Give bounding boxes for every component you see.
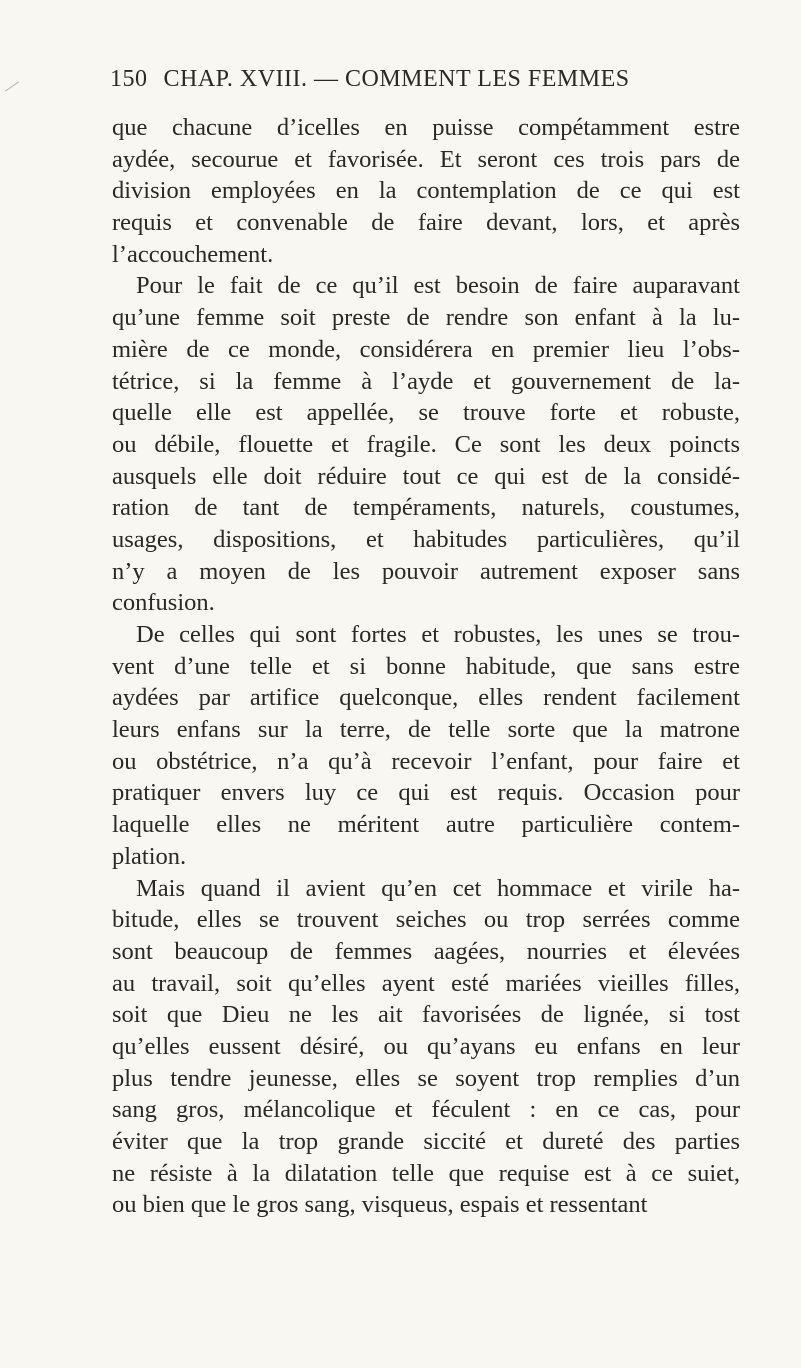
text-line: usages, dispositions, et habitudes particulières, qu’il <box>112 525 740 553</box>
text-line: Mais quand il avient qu’en cet hommace et virile ha- <box>136 874 740 902</box>
text-line: plation. <box>112 842 187 870</box>
text-line: ou obstétrice, n’a qu’à recevoir l’enfant, pour faire et <box>112 747 740 775</box>
text-line: sont beaucoup de femmes aagées, nourries et élevées <box>112 937 740 965</box>
text-line: l’accouchement. <box>112 240 274 268</box>
text-line: requis et convenable de faire devant, lors, et après <box>112 209 740 237</box>
text-line: au travail, soit qu’elles ayent esté mariées vieilles filles, <box>112 969 740 997</box>
body-text <box>112 112 740 1221</box>
page-number: 150 <box>110 66 148 92</box>
text-line: aydées par artifice quelconque, elles rendent facilement <box>112 684 740 712</box>
text-line: que chacune d’icelles en puisse compétamment estre <box>112 114 740 141</box>
text-line: qu’elles eussent désiré, ou qu’ayans eu enfans en leur <box>112 1032 740 1060</box>
text-line: ration de tant de tempéraments, naturels, coustumes, <box>112 494 740 522</box>
text-line: vent d’une telle et si bonne habitude, que sans estre <box>112 652 740 680</box>
text-line: Pour le fait de ce qu’il est besoin de faire auparavant <box>136 272 740 300</box>
paragraph <box>112 270 740 619</box>
text-line: ausquels elle doit réduire tout ce qui est de la considé- <box>112 462 740 490</box>
paragraph <box>112 112 740 270</box>
page-corner-mark <box>5 82 19 92</box>
paragraph <box>112 873 740 1222</box>
running-title: CHAP. XVIII. — COMMENT LES FEMMES <box>163 66 630 92</box>
running-head <box>110 64 730 94</box>
text-line: n’y a moyen de les pouvoir autrement exposer sans <box>112 557 740 585</box>
text-line: ou bien que le gros sang, visqueus, espais et ressentant <box>112 1191 648 1219</box>
text-line: aydée, secourue et favorisée. Et seront ces trois pars de <box>112 145 740 173</box>
text-line: tétrice, si la femme à l’ayde et gouvernement de la- <box>112 367 740 395</box>
text-line: De celles qui sont fortes et robustes, les unes se trou- <box>136 621 740 648</box>
text-line: division employées en la contemplation de ce qui est <box>112 177 740 205</box>
text-line: ne résiste à la dilatation telle que requise est à ce suiet, <box>112 1159 740 1187</box>
text-line: ou débile, flouette et fragile. Ce sont les deux poincts <box>112 430 740 458</box>
text-line: laquelle elles ne méritent autre particulière contem- <box>112 811 740 839</box>
text-line: leurs enfans sur la terre, de telle sorte que la matrone <box>112 716 740 744</box>
paragraph <box>112 619 740 873</box>
text-line: bitude, elles se trouvent seiches ou trop serrées comme <box>112 906 740 934</box>
text-line: plus tendre jeunesse, elles se soyent trop remplies d’un <box>112 1064 740 1092</box>
text-line: qu’une femme soit preste de rendre son enfant à la lu- <box>112 304 740 332</box>
text-line: pratiquer envers luy ce qui est requis. Occasion pour <box>112 779 740 807</box>
text-line: soit que Dieu ne les ait favorisées de lignée, si tost <box>112 1001 740 1029</box>
text-line: quelle elle est appellée, se trouve forte et robuste, <box>112 399 740 427</box>
text-line: confusion. <box>112 589 215 617</box>
text-line: mière de ce monde, considérera en premier lieu l’obs- <box>112 335 740 363</box>
text-line: sang gros, mélancolique et féculent : en ce cas, pour <box>112 1096 740 1124</box>
text-line: éviter que la trop grande siccité et dureté des parties <box>112 1128 740 1155</box>
